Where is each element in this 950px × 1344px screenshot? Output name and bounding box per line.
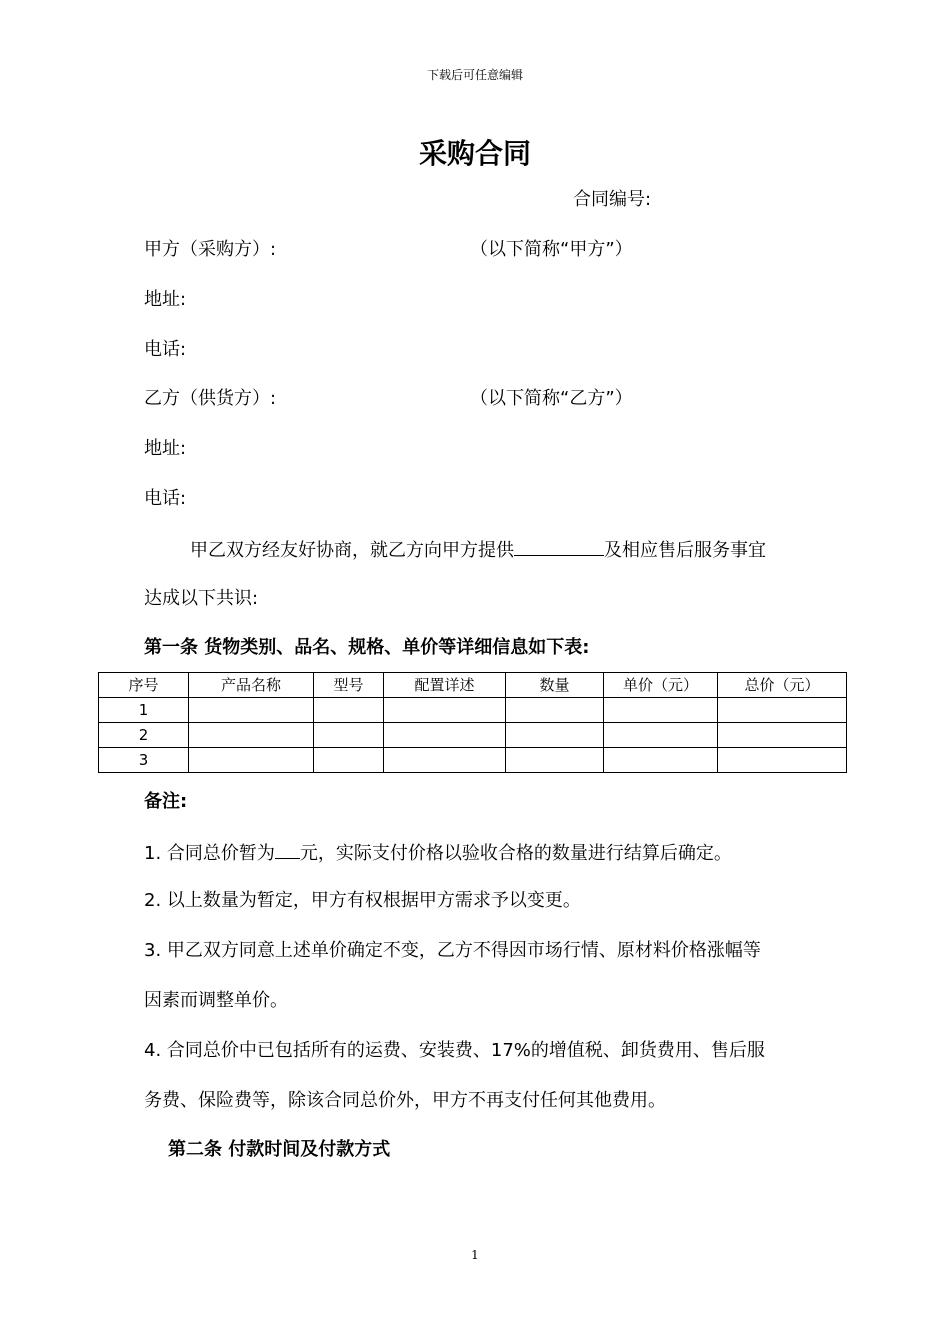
column-header: 单价（元） bbox=[604, 673, 718, 698]
article2-heading: 第二条 付款时间及付款方式 bbox=[168, 1139, 391, 1160]
page-number: 1 bbox=[471, 1248, 479, 1262]
note-item-2: 2. 以上数量为暂定，甲方有权根据甲方需求予以变更。 bbox=[144, 890, 581, 911]
table-cell bbox=[604, 723, 718, 748]
party-b-phone-label: 电话: bbox=[144, 488, 187, 509]
table-cell bbox=[604, 748, 718, 773]
table-cell bbox=[506, 748, 604, 773]
notes-heading: 备注: bbox=[144, 791, 188, 812]
column-header: 总价（元） bbox=[718, 673, 847, 698]
party-b-alias: （以下简称“乙方”） bbox=[470, 388, 633, 409]
table-cell: 1 bbox=[99, 698, 189, 723]
note-item-3-line1: 3. 甲乙双方同意上述单价确定不变，乙方不得因市场行情、原材料价格涨幅等 bbox=[144, 940, 761, 961]
table-row bbox=[99, 723, 847, 748]
table-cell bbox=[189, 723, 314, 748]
table-cell bbox=[604, 698, 718, 723]
table-cell bbox=[314, 698, 384, 723]
column-header: 型号 bbox=[314, 673, 384, 698]
table-cell bbox=[718, 698, 847, 723]
column-header: 产品名称 bbox=[189, 673, 314, 698]
column-header: 数量 bbox=[506, 673, 604, 698]
note-item-4-line1: 4. 合同总价中已包括所有的运费、安装费、17%的增值税、卸货费用、售后服 bbox=[144, 1040, 765, 1061]
article1-heading: 第一条 货物类别、品名、规格、单价等详细信息如下表: bbox=[144, 637, 590, 658]
table-cell bbox=[718, 748, 847, 773]
table-cell: 3 bbox=[99, 748, 189, 773]
total-price-blank bbox=[275, 840, 300, 859]
table-cell bbox=[384, 698, 506, 723]
intro-paragraph bbox=[190, 537, 766, 563]
party-b-address-label: 地址: bbox=[144, 438, 187, 459]
table-cell bbox=[314, 723, 384, 748]
party-a-alias: （以下简称“甲方”） bbox=[470, 239, 633, 260]
table-row bbox=[99, 748, 847, 773]
column-header: 配置详述 bbox=[384, 673, 506, 698]
table-cell bbox=[506, 698, 604, 723]
table-cell: 2 bbox=[99, 723, 189, 748]
note-item-1 bbox=[144, 840, 732, 866]
note-item-1-part2: 元，实际支付价格以验收合格的数量进行结算后确定。 bbox=[299, 843, 732, 864]
table-cell bbox=[189, 698, 314, 723]
intro-line2: 达成以下共识: bbox=[144, 588, 259, 609]
table-cell bbox=[718, 723, 847, 748]
table-cell bbox=[314, 748, 384, 773]
party-a-address-label: 地址: bbox=[144, 289, 187, 310]
note-item-3-line2: 因素而调整单价。 bbox=[144, 990, 288, 1011]
intro-text-part2: 及相应售后服务事宜 bbox=[604, 540, 766, 561]
intro-text-part1: 甲乙双方经友好协商，就乙方向甲方提供 bbox=[190, 540, 514, 561]
table-cell bbox=[189, 748, 314, 773]
table-cell bbox=[384, 723, 506, 748]
contract-number-label: 合同编号: bbox=[573, 189, 652, 210]
page-header: 下载后可任意编辑 bbox=[426, 68, 523, 82]
party-a-phone-label: 电话: bbox=[144, 339, 187, 360]
note-item-4-line2: 务费、保险费等，除该合同总价外，甲方不再支付任何其他费用。 bbox=[144, 1090, 666, 1111]
column-header: 序号 bbox=[99, 673, 189, 698]
table-row bbox=[99, 698, 847, 723]
goods-table bbox=[98, 672, 847, 773]
document-title: 采购合同 bbox=[418, 137, 531, 170]
party-a-label: 甲方（采购方）: bbox=[144, 239, 277, 260]
party-b-label: 乙方（供货方）: bbox=[144, 388, 277, 409]
table-cell bbox=[506, 723, 604, 748]
table-header-row bbox=[99, 673, 847, 698]
product-blank bbox=[514, 537, 604, 556]
table-cell bbox=[384, 748, 506, 773]
note-item-1-part1: 1. 合同总价暂为 bbox=[144, 843, 275, 864]
